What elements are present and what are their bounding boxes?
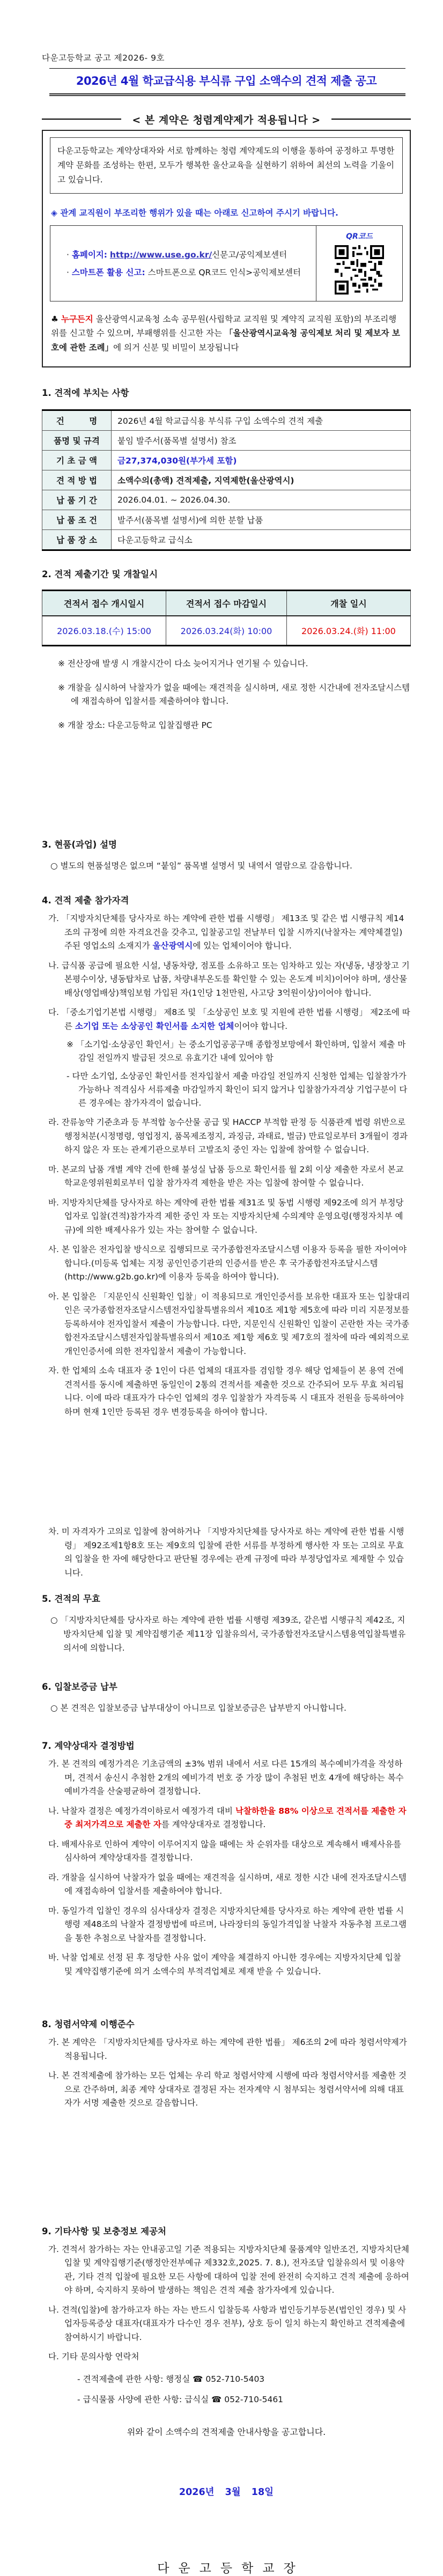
item-text: 나. 낙찰자 결정은 예정가격이하로서 예정가격 대비 — [48, 1806, 235, 1816]
section-4-heading: 4. 견적 제출 참가자격 — [42, 895, 129, 906]
section-9-item-na: 나. 견적(입찰)에 참가하고자 하는 자는 반드시 입찰등록 사항과 법인등기부등본(법인인 경우) 및 사업자등록증상 대표자(대표자가 다수인 경우 전부), 상호 등이 일치 하는지 확인하고 견적제출에 참여하시기 바랍니다. — [48, 2305, 407, 2342]
section-5-heading: 5. 견적의 무효 — [42, 1594, 100, 1604]
item-text: 에 있는 업체이어야 합니다. — [193, 941, 292, 951]
section-5-body: ○ 「지방자치단체를 당사자로 하는 계약에 관한 법률 시행령 제39조, 같은법 시행규칙 제42조, 지방자치단체 입찰 및 계약집행기준 제11장 입찰유의서, 국가종합전자조달시스템용역입찰특별유의서에 의합니다. — [50, 1615, 406, 1653]
homepage-row — [67, 248, 312, 260]
terms-label: 건 명 — [42, 410, 112, 431]
ordinance-name: 「울산광역시교육청 공익제보 처리 및 제보자 보호에 관한 조례」 — [51, 328, 400, 352]
section-9-item-da: 다. 기타 문의사항 연락처 — [48, 2352, 139, 2361]
terms-label: 견 적 방 법 — [42, 470, 112, 490]
table-row — [42, 510, 411, 530]
section-4-item-sa: 사. 본 입찰은 전자입찰 방식으로 집행되므로 국가종합전자조달시스템 이용자 등록을 필한 자이여야 합니다.(미등록 업체는 지정 공인인증기관의 인증서를 받은 후 국가종합전자조달시스템(http://www.g2b.go.kr)에 이용자 등록을 하여야 합니다). — [48, 1245, 407, 1282]
section-7-item-ra: 라. 개찰을 실시하여 낙찰자가 없을 때에는 재견적을 실시하며, 새로 정한 시간 내에 전자조달시스템에 재접속하여 입찰서를 제출하여야 합니다. — [48, 1872, 407, 1896]
section-4-item-ba: 바. 지방자치단체를 당사자로 하는 계약에 관한 법률 제31조 및 동법 시행령 제92조에 의거 부정당업자로 입찰(견적)참가자격 제한 중인 자 또는 지방자치단체 수의계약 운영요령(행정자치부 예규)에 의한 배제사유가 있는 자는 참여할 수 없습니다. — [48, 1197, 404, 1235]
item-text: 가. 「지방자치단체를 당사자로 하는 계약에 관한 법률 시행령」 제13조 및 같은 법 시행규칙 제14조의 규정에 의한 자격요건을 갖추고, 입찰공고일 전날부터 입찰 시까지(낙찰자는 계약체결일) 주된 영업소의 소재지가 — [48, 914, 404, 951]
integrity-intro: 다운고등학교는 계약상대자와 서로 함께하는 청렴 계약제도의 이행을 통하여 공정하고 투명한 계약 문화를 조성하는 한편, 모두가 행복한 울산교육을 실현하기 위하여 최선의 노력을 기울이고 있습니다. — [50, 137, 403, 194]
doc-number: 다운고등학교 공고 제2026- 9호 — [42, 53, 165, 63]
section-7-item-na — [48, 1805, 411, 1832]
homepage-link[interactable]: http://www.use.go.kr/ — [109, 250, 212, 260]
table-row — [42, 451, 411, 470]
integrity-heading — [42, 112, 411, 127]
submission-end-datetime: 2026.03.24(화) 10:00 — [166, 616, 287, 646]
doc-title: 2026년 4월 학교급식용 부식류 구입 소액수의 견적 제출 공고 — [76, 75, 377, 87]
qr-panel — [316, 226, 402, 301]
header-divider — [49, 68, 405, 69]
schedule-header: 견적서 접수 개시일시 — [42, 591, 166, 616]
table-row — [42, 490, 411, 510]
section-9-item-ga: 가. 견적서 참가하는 자는 안내공고일 기준 적용되는 지방자치단체 물품계약 일반조건, 지방자치단체 입찰 및 계약집행기준(행정안전부예규 제332호,2025. 7. 8.), 전자조달 입찰유의서 및 이용약관, 기타 견적 입찰에 필요한 모든 사항에 대하여 입찰 전에 완전히 숙지하고 견적 제출에 응하여야 하며, 숙지하지 못하여 발생하는 책임은 견적 제출 참가자에게 있습니다. — [48, 2244, 410, 2295]
item-text: 를 계약상대자로 결정합니다. — [161, 1820, 266, 1829]
item-text: 다. 「중소기업기본법 시행령」 제8조 및 「소상공인 보호 및 지원에 관한 법률 시행령」 제2조에 따른 — [48, 1007, 410, 1031]
table-header-row — [42, 591, 411, 616]
report-instruction: ◈ 관계 교직원이 부조리한 행위가 있을 때는 아래로 신고하여 주시기 바랍니다. — [51, 208, 338, 218]
integrity-box — [42, 130, 411, 368]
section-7-item-da: 다. 배제사유로 인하여 계약이 이루어지지 않을 때에는 차 순위자를 대상으로 계속해서 배제사유를 심사하여 계약상대자를 결정합니다. — [48, 1839, 402, 1863]
smartphone-label: 스마트폰 활용 신고: — [71, 268, 145, 277]
anyone-text: 울산광역시교육청 소속 공무원(사립학교 교직원 및 계약직 교직원 포함)의 부조리행위를 신고할 수 있으며, 부패행위를 신고한 자는 — [51, 314, 397, 338]
qr-label: QR코드 — [346, 232, 373, 241]
section-4-note: ※ 「소기업·소상공인 확인서」는 중소기업공공구매 종합정보망에서 확인하며, 입찰서 제출 마감일 전일까지 발급된 것으로 유효기간 내에 있어야 함 — [67, 1040, 406, 1063]
terms-value: 다운고등학교 급식소 — [112, 530, 411, 550]
closing-statement: 위와 같이 소액수의 견적제출 안내사항을 공고합니다. — [127, 2426, 326, 2437]
terms-label: 기 초 금 액 — [42, 451, 112, 470]
section-4-item-ra: 라. 잔류농약 기준초과 등 부적합 농수산물 공급 및 HACCP 부적합 판정 등 식품관계 법령 위반으로 행정처분(시정명령, 영업정지, 품목제조정지, 과징금, 과태료, 벌금) 만료일로부터 3개월이 경과하지 않은 자 또는 관계기관으로부터 고발조치 중인 자는 입찰에 참여할 수 없습니다. — [48, 1117, 408, 1154]
qr-code-icon — [335, 245, 384, 295]
section-7-item-ga: 가. 본 견적의 예정가격은 기초금액의 ±3% 범위 내에서 서로 다른 15개의 복수예비가격을 작성하며, 견적서 송신시 추첨한 2개의 예비가격 번호 중 가장 많이 추첨된 번호 4개에 해당하는 복수 예비가격을 산술평균하여 결정합니다. — [48, 1759, 404, 1796]
anyone-highlight: 누구든지 — [61, 314, 93, 324]
schedule-header: 개찰 일시 — [286, 591, 410, 616]
section-4-item-ga — [48, 912, 411, 953]
table-row — [42, 431, 411, 451]
terms-label: 납 품 장 소 — [42, 530, 112, 550]
opening-datetime: 2026.03.24.(화) 11:00 — [286, 616, 410, 646]
table-row — [42, 616, 411, 646]
section-3-heading: 3. 현품(과업) 설명 — [42, 840, 117, 850]
terms-value: 2026년 4월 학교급식용 부식류 구입 소액수의 견적 제출 — [112, 410, 411, 431]
section-2-heading: 2. 견적 제출기간 및 개찰일시 — [42, 569, 158, 579]
signature-principal: 다운고등학교장 — [157, 2561, 305, 2575]
terms-value: 발주서(품목별 설명서)에 의한 분할 납품 — [112, 510, 411, 530]
section-4-item-na: 나. 급식품 공급에 필요한 시설, 냉동차량, 점포를 소유하고 또는 임차하고 있는 자(냉동, 냉장창고 기본평수이상, 냉동탑차로 납품, 차량내부온도를 확인할 수 있는 온도계 비치)이어야 하며, 생산물배상(영업배상)책임보험 가입된 자(1인당 1천만원, 사고당 3억원이상)이어야 합니다. — [48, 960, 410, 998]
anyone-text-end: 에 의거 신분 및 비밀이 보장됩니다 — [113, 342, 239, 352]
title-divider — [49, 93, 405, 96]
report-channels — [50, 226, 316, 301]
terms-label: 납 품 조 건 — [42, 510, 112, 530]
bullet-dot: · — [67, 250, 69, 260]
bullet-dot: · — [67, 268, 69, 277]
section-4-item-ja: 자. 한 업체의 소속 대표자 중 1인이 다른 업체의 대표자를 겸임할 경우 해당 업체들이 본 용역 건에 견적서를 동시에 제출하면 동일인이 2통의 견적서를 제출한 것으로 간주되어 모두 무효 처리됩니다. 이에 따라 대표자가 다수인 업체의 경우 입찰참가 자격등록 시 대표자 전원을 등록하여야 하며 현재 1인만 등록된 경우 변경등록을 하여야 합니다. — [48, 1366, 404, 1417]
homepage-label: 홈페이지: — [71, 250, 107, 260]
section-1-heading: 1. 견적에 부치는 사항 — [42, 388, 129, 398]
section-7-heading: 7. 계약상대자 결정방법 — [42, 1741, 135, 1751]
section-6-heading: 6. 입찰보증금 납부 — [42, 1682, 117, 1692]
contact-admin-office: - 견적제출에 관한 사항: 행정실 ☎ 052-710-5403 — [77, 2374, 265, 2384]
smartphone-text: 스마트폰으로 QR코드 인식>공익제보센터 — [147, 268, 301, 277]
section-4-subnote: - 다만 소기업, 소상공인 확인서를 전자입찰서 제출 마감일 전일까지 신청한 업체는 입찰참가가 가능하나 적격심사 서류제출 마감일까지 확인이 되지 않거나 입찰참가자격상 기업구분이 다른 경우에는 참가자격이 없습니다. — [67, 1071, 408, 1108]
terms-table — [42, 409, 411, 551]
section-8-item-na: 나. 본 견적제출에 참가하는 모든 업체는 우리 학교 청렴서약제 시행에 따라 청렴서약서를 제출한 것으로 간주하며, 최종 계약 상대자로 결정된 자는 전자계약 시 첨부되는 청렴서약서에 의해 대표자가 서명 제출한 것으로 갈음합니다. — [48, 2071, 407, 2108]
table-row — [42, 470, 411, 490]
section-9-heading: 9. 기타사항 및 보충정보 제공처 — [42, 2226, 166, 2236]
section-7-item-ba: 바. 낙찰 업체로 선정 된 후 정당한 사유 없이 계약을 체결하지 아니한 경우에는 지방자치단체 입찰 및 계약집행기준에 의거 소액수의 부적격업체로 제재 받을 수 있습니다. — [48, 1953, 401, 1976]
section-7-item-ma: 마. 동일가격 입찰인 경우의 심사대상자 결정은 지방자치단체를 당사자로 하는 계약에 관한 법률 시행령 제48조의 낙찰자 결정방법에 따르며, 나라장터의 동일가격입찰 낙찰자 자동추첨 프로그램을 통한 추첨으로 낙찰자를 결정합니다. — [48, 1905, 407, 1943]
section-4-item-da — [48, 1006, 411, 1033]
schedule-header: 견적서 접수 마감일시 — [166, 591, 287, 616]
section-4-item-cha: 차. 미 자격자가 고의로 입찰에 참여하거나 「지방자치단체를 당사자로 하는 계약에 관한 법률 시행령」 제92조제1항8호 또는 제9호의 입찰에 관한 서류를 부정하게 행사한 자 또는 고의로 무효의 입찰을 한 자에 해당한다고 판단될 경우에는 관계 규정에 따라 부정당업자로 제재할 수 있습니다. — [48, 1527, 404, 1578]
terms-value: 소액수의(총액) 견적제출, 지역제한(울산광역시) — [112, 470, 411, 490]
terms-value: 붙임 발주서(품목별 설명서) 참조 — [112, 431, 411, 451]
section-3-body: ○ 별도의 현품설명은 없으며 “붙임” 품목별 설명서 및 내역서 열람으로 갈음합니다. — [50, 861, 352, 871]
heading-right-line — [331, 119, 411, 120]
terms-label: 납 품 기 간 — [42, 490, 112, 510]
terms-value: 2026.04.01. ~ 2026.04.30. — [112, 490, 411, 510]
report-channels-box — [50, 225, 403, 301]
terms-label: 품명 및 규격 — [42, 431, 112, 451]
whistleblower-paragraph — [51, 312, 402, 355]
spade-icon: ♣ — [51, 314, 61, 324]
note: ※ 개찰 장소: 다운고등학교 입찰집행관 PC — [58, 720, 212, 730]
base-amount-value: 금27,374,030원(부가세 포함) — [112, 451, 411, 470]
table-row — [42, 410, 411, 431]
item-text: 이어야 합니다. — [234, 1021, 288, 1031]
heading-left-line — [42, 119, 121, 120]
section-6-body: ○ 본 견적은 입찰보증금 납부대상이 아니므로 입찰보증금은 납부받지 아니합니다. — [50, 1703, 346, 1713]
note: ※ 개찰을 실시하여 낙찰자가 없을 때에는 재견적을 실시하며, 새로 정한 시간내에 전자조달시스템에 재접속하여 입찰서를 제출하여야 합니다. — [58, 683, 410, 706]
integrity-heading-text: < 본 계약은 청렴계약제가 적용됩니다 > — [132, 114, 321, 126]
section-8-item-ga: 가. 본 계약은 「지방자치단체를 당사자로 하는 계약에 관한 법률」 제6조의 2에 따라 청렴서약제가 적용됩니다. — [48, 2037, 407, 2061]
submission-start-datetime: 2026.03.18.(수) 15:00 — [42, 616, 166, 646]
award-rule-highlight: 낙찰하한율 88% 이상으로 견적서를 제출한 자 중 최저가격으로 제출한 자 — [64, 1806, 407, 1829]
schedule-table — [42, 590, 411, 646]
announcement-date: 2026년 3월 18일 — [179, 2486, 274, 2498]
section-4-item-a: 아. 본 입찰은 「지문인식 신원확인 입찰」이 적용되므로 개인인증서를 보유한 대표자 또는 입찰대리인은 국가종합전자조달시스템전자입찰특별유의서 제10조 제1항 제5호에 따라 미리 지문정보를 등록하셔야 전자입찰서 제출이 가능합니다. 다만, 지문인식 신원확인 입찰이 곤란한 자는 국가종합전자조달시스템전자입찰특별유의서 제10조 제1항 제6호 및 제7호의 절차에 따라 예외적으로 개인인증서에 의한 전자입찰서 제출이 가능합니다. — [48, 1291, 410, 1356]
section-4-item-ma: 마. 본교의 납품 개별 계약 건에 한해 불성실 납품 등으로 확인서를 월 2회 이상 제출한 자로서 본교 학교운영위원회로부터 입찰 참가자격 제한을 받은 자는 입찰에 참여할 수 없습니다. — [48, 1164, 404, 1188]
table-row — [42, 530, 411, 550]
note: ※ 전산장애 발생 시 개찰시간이 다소 늦어지거나 연기될 수 있습니다. — [58, 659, 308, 668]
smartphone-row — [67, 266, 312, 278]
certificate-highlight: 소기업 또는 소상공인 확인서를 소지한 업체 — [75, 1021, 234, 1031]
region-highlight: 울산광역시 — [152, 941, 193, 951]
section-8-heading: 8. 청렴서약제 이행준수 — [42, 2019, 135, 2029]
contact-cafeteria: - 급식물품 사양에 관한 사항: 급식실 ☎ 052-710-5461 — [77, 2394, 284, 2404]
homepage-path: 신문고/공익제보센터 — [212, 250, 287, 260]
